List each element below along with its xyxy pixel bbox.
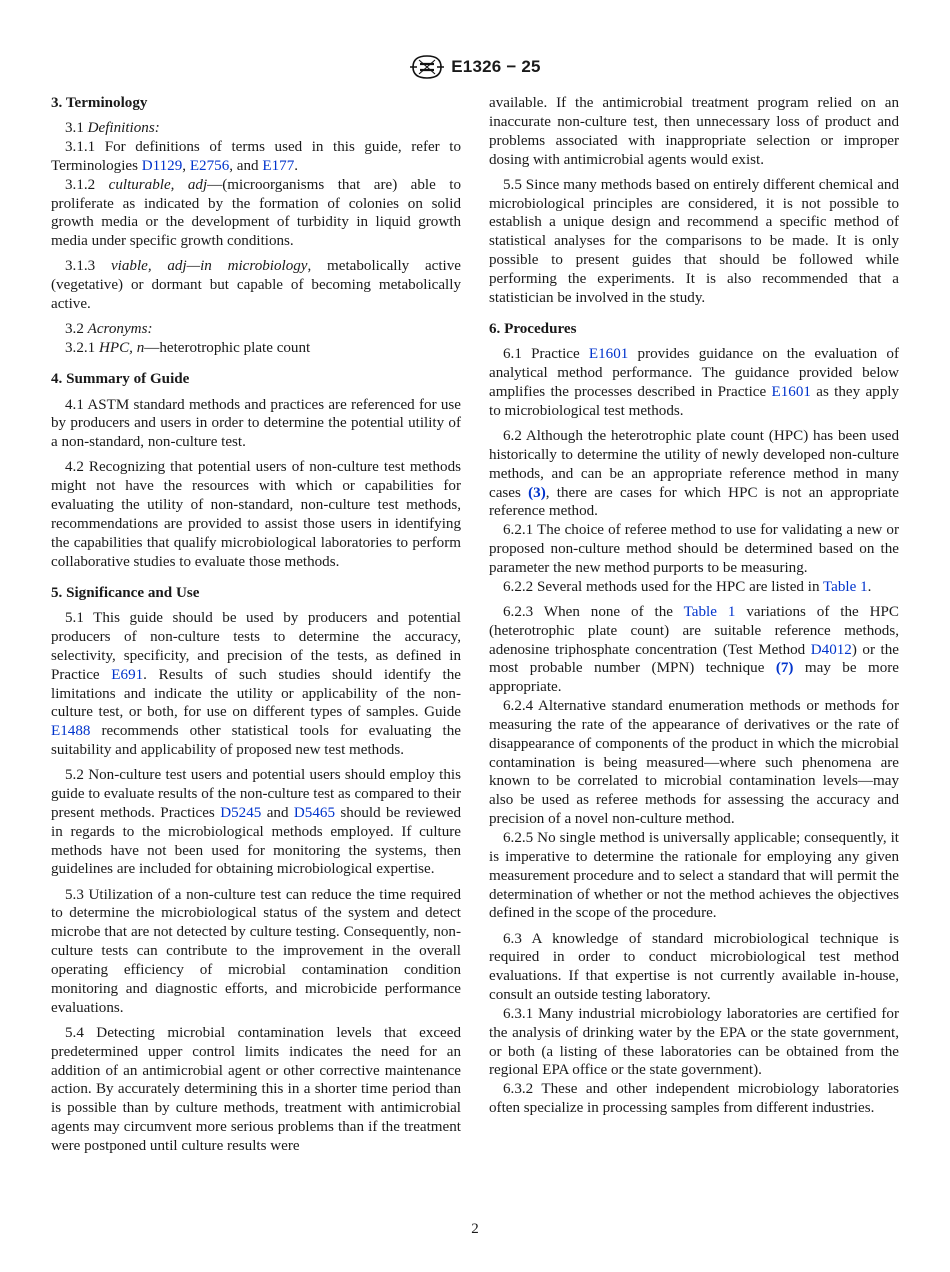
document-designation: E1326 − 25: [451, 57, 541, 76]
page-number: 2: [471, 1221, 479, 1237]
link-e177[interactable]: E177: [262, 157, 295, 174]
reference-3[interactable]: (3): [528, 484, 546, 501]
section-heading: 6. Procedures: [489, 321, 577, 338]
paragraph-6-2-4: 6.2.4 Alternative standard enumeration methods or methods for measuring the rate of the appearance of derivatives or the rate of disappearance of components of the product in which the microbial contamination is being measured—where such phenomena are known to be correlated to microbial contamination levels—may also be used as referee methods for assessing the accuracy and precision of a novel non-culture method.: [489, 698, 899, 828]
section-heading: 5. Significance and Use: [51, 585, 200, 602]
paragraph-6-3-1: 6.3.1 Many industrial microbiology laboratories are certified for the analysis of drinking water by the EPA or the state government, or both (a listing of these laboratories can be obtained from the regional EPA office or the state government).: [489, 1005, 899, 1079]
link-d4012[interactable]: D4012: [810, 641, 852, 658]
paragraph-5-4: 5.4 Detecting microbial contamination levels that exceed predetermined upper control limits indicates the need for an addition of an antimicrobial agent or other corrective maintenance action. By accurately determining this in a shorter time period than is possible than by culture methods, treatment with antimicrobial agents may circumvent more serious problems than if the treatment were postponed until culture results were: [51, 1024, 461, 1154]
paragraph-6-3: 6.3 A knowledge of standard microbiological technique is required in order to conduct microbiological test method evaluations. If that expertise is not currently available in-house, consult an outside testing laboratory.: [489, 930, 899, 1004]
paragraph-3-1-2: 3.1.2 culturable, adj—(microorganisms that are) able to proliferate as indicated by the formation of colonies on solid growth media or the development of turbidity in liquid growth media under specific growth conditions.: [51, 176, 461, 250]
link-e1601[interactable]: E1601: [771, 384, 811, 400]
link-d5245[interactable]: D5245: [220, 804, 262, 821]
paragraph-3-1: 3.1 Definitions:: [65, 120, 160, 137]
paragraph-6-2: 6.2 Although the heterotrophic plate count (HPC) has been used historically to determine the utility of newly developed non-culture methods, and can be an appropriate reference method in many cases (3), there are cases for which HPC is not an appropriate reference method.: [489, 427, 899, 520]
paragraph-4-2: 4.2 Recognizing that potential users of non-culture test methods might not have the resources with which or capabilities for evaluating the utility of non-standard, non-culture test methods, recommendations are provided to assist those users in identifying the capabilities that qualify microbiological laboratories to perform collaborative studies to evaluate those methods.: [51, 459, 461, 570]
astm-logo-icon: [409, 52, 445, 82]
paragraph-6-3-2: 6.3.2 These and other independent microbiology laboratories often specialize in processing samples from different industries.: [489, 1081, 899, 1117]
paragraph-6-1: 6.1 Practice E1601 provides guidance on the evaluation of analytical method performance. The guidance provided below amplifies the processes described in Practice E1601 as they apply to microbiological test methods.: [489, 346, 899, 419]
link-d5465[interactable]: D5465: [293, 804, 335, 821]
link-d1129[interactable]: D1129: [141, 157, 183, 174]
paragraph-5-1: 5.1 This guide should be used by producers and potential producers of non-culture tests to determine the accuracy, selectivity, specificity, and precision of the tests, as defined in Practice E691. Results of such studies should identify the limitations and indicate the utility or applicability of the non-culture test, or both, for use on different types of samples. Guide E1488 recommends other statistical tools for evaluating the suitability and applicability of proposed new test methods.: [51, 610, 461, 759]
paragraph-4-1: 4.1 ASTM standard methods and practices are referenced for use by producers and users in order to determine the potential utility of a non-standard, non-culture test.: [51, 396, 461, 451]
paragraph-3-2-1: 3.2.1 HPC, n—heterotrophic plate count: [65, 340, 311, 357]
paragraph-5-4-continued: available. If the antimicrobial treatment program relied on an inaccurate non-culture test, then unnecessary loss of product and problems associated with inappropriate selection or improper dosing with antimicrobial agents would exist.: [489, 95, 899, 168]
link-e2756[interactable]: E2756: [189, 157, 230, 174]
paragraph-5-3: 5.3 Utilization of a non-culture test can reduce the time required to determine the microbiological status of the system and detect microbe that are not detected by culture testing. Consequently, non-culture tests can contribute to the improvement in the overall operating efficiency of microbial contamination condition monitoring and diagnostic efforts, and microbicide performance evaluations.: [51, 886, 461, 1016]
link-e1488[interactable]: E1488: [51, 723, 91, 740]
paragraph-3-1-3: 3.1.3 viable, adj—in microbiology, metabolically active (vegetative) or dormant but capable of becoming metabolically active.: [51, 258, 461, 313]
link-e691[interactable]: E691: [111, 666, 144, 683]
link-e1601[interactable]: E1601: [588, 346, 629, 363]
paragraph-6-2-1: 6.2.1 The choice of referee method to use for validating a new or proposed non-culture method should be determined based on the parameter the new method purports to be measuring.: [489, 522, 899, 576]
paragraph-6-2-5: 6.2.5 No single method is universally applicable; consequently, it is imperative to determine the rationale for employing any given measurement procedure and to select a standard that will permit the determination of whether or not the method achieves the objectives defined in the scope of the procedure.: [489, 830, 899, 922]
link-table-1[interactable]: Table 1: [683, 603, 736, 620]
paragraph-6-2-3: 6.2.3 When none of the Table 1 variations of the HPC (heterotrophic plate count) are suitable reference methods, adenosine triphosphate concentration (Test Method D4012) or the most probable number (MPN) technique (7) may be more appropriate.: [489, 603, 899, 696]
link-table-1[interactable]: Table 1: [823, 578, 868, 595]
right-column: [489, 94, 899, 1118]
section-heading: 4. Summary of Guide: [51, 371, 190, 388]
paragraph-6-2-2: 6.2.2 Several methods used for the HPC are listed in Table 1.: [503, 578, 872, 595]
paragraph-5-2: 5.2 Non-culture test users and potential users should employ this guide to evaluate results of the non-culture test as compared to their present methods. Practices D5245 and D5465 should be reviewed in regards to the microbiological methods employed. If culture methods have not been used for monitoring the systems, then guidelines are included for obtaining microbiological expertise.: [51, 767, 462, 878]
reference-7[interactable]: (7): [775, 660, 794, 677]
paragraph-3-1-1: 3.1.1 For definitions of terms used in this guide, refer to Terminologies D1129, E2756, and E177.: [51, 138, 461, 174]
section-heading: 3. Terminology: [51, 95, 148, 111]
page-header: [0, 52, 950, 82]
left-column: [51, 94, 461, 1156]
paragraph-5-5: 5.5 Since many methods based on entirely different chemical and microbiological principles are considered, it is not possible to establish a unique design and recommend a specific method of statistical analyses for the comparisons to be made. It is only possible to present guides that should be followed while performing the experiments. It is also recommended that a statistician be involved in the study.: [489, 176, 899, 306]
paragraph-3-2: 3.2 Acronyms:: [65, 321, 153, 338]
